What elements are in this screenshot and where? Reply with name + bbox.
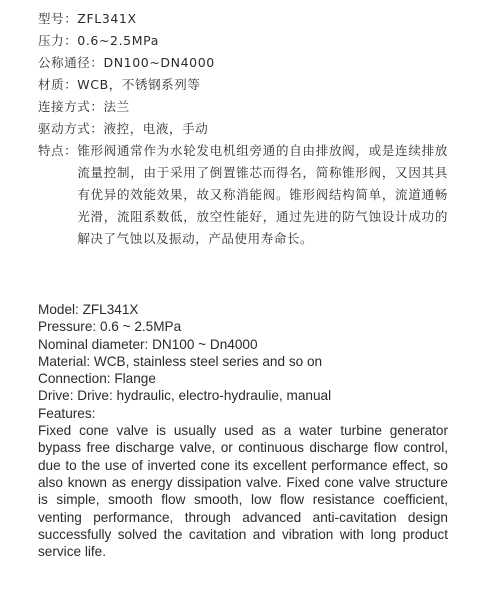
en-features-label: Features: xyxy=(38,405,96,421)
zh-pressure: 压力：0.6~2.5MPa xyxy=(38,33,159,48)
en-connection: Connection: Flange xyxy=(38,371,156,387)
en-drive: Drive: Drive: hydraulic, electro-hydraulie, manual xyxy=(38,388,332,404)
zh-features-label: 特点： xyxy=(38,143,78,158)
en-model: Model: ZFL341X xyxy=(38,302,139,317)
en-material: Material: WCB, stainless steel series and so on xyxy=(38,353,323,369)
zh-features xyxy=(38,140,448,250)
english-spec-section xyxy=(38,301,448,560)
en-pressure: Pressure: 0.6 ~ 2.5MPa xyxy=(38,319,182,335)
zh-connection: 连接方式：法兰 xyxy=(38,99,130,114)
zh-drive: 驱动方式：液控，电液，手动 xyxy=(38,121,209,136)
zh-material: 材质：WCB，不锈钢系列等 xyxy=(38,77,201,92)
en-features-text: Fixed cone valve is usually used as a water turbine generator bypass free discharge valve, or continuous discharge flow control, due to the use of inverted cone its excellent performance effect, so also known as energy dissipation valve. Fixed cone valve structure is simple, smooth flow smooth, low flow resistance coefficient, venting performance, through advanced anti-cavitation design successfully solved the cavitation and vibration with long product service life. xyxy=(38,423,448,560)
zh-nominal-diameter: 公称通径：DN100~DN4000 xyxy=(38,55,215,70)
zh-model: 型号：ZFL341X xyxy=(38,11,137,26)
zh-features-text: 锥形阀通常作为水轮发电机组旁通的自由排放阀，或是连续排放流量控制，由于采用了倒置锥芯而得名，简称锥形阀，又因其具有优异的效能效果，故又称消能阀。锥形阀结构简单，流道通畅光滑，流阻系数低，放空性能好，通过先进的防气蚀设计成功的解决了气蚀以及振动，产品使用寿命长。 xyxy=(77,143,448,246)
chinese-spec-section xyxy=(38,8,448,250)
en-nominal-diameter: Nominal diameter: DN100 ~ Dn4000 xyxy=(38,336,258,352)
